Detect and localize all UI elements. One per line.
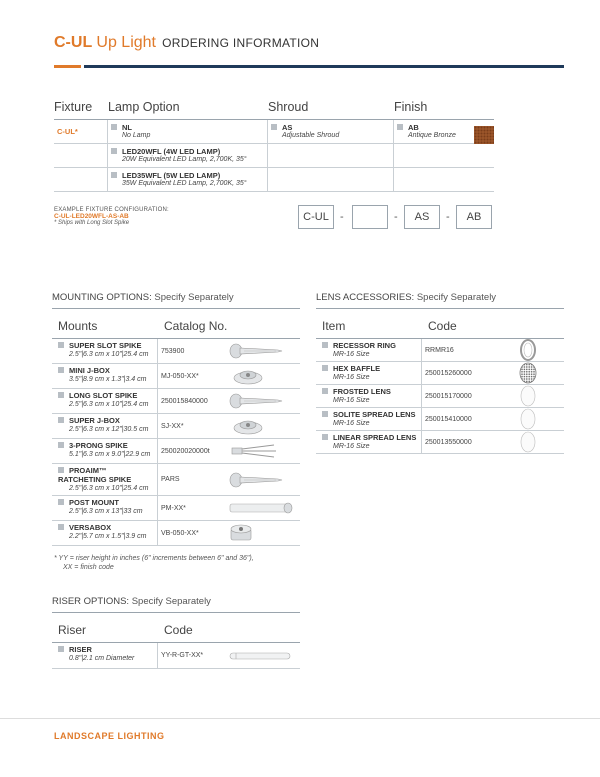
- checkbox-icon: [322, 342, 328, 348]
- antique-bronze-swatch: [474, 126, 494, 144]
- table-row: [52, 643, 300, 669]
- checkbox-icon: [322, 411, 328, 417]
- table-row: [52, 521, 300, 546]
- header-code: Code: [164, 623, 193, 637]
- lens-icon: [516, 385, 540, 407]
- product-name: HEX BAFFLE: [333, 364, 381, 373]
- product-dimensions: 2.5"|6.3 cm x 10"|25.4 cm: [69, 401, 149, 408]
- footer-divider: [0, 718, 600, 719]
- product-dimensions: MR-16 Size: [333, 420, 370, 427]
- table-row: [316, 362, 564, 385]
- finish-code: AB: [408, 123, 419, 132]
- page-header: [54, 34, 319, 52]
- section-title: RISER OPTIONS: Specify Separately: [52, 596, 300, 613]
- product-name: LINEAR SPREAD LENS: [333, 433, 417, 442]
- model-name: C-UL: [54, 34, 93, 51]
- checkbox-icon: [322, 434, 328, 440]
- checkbox-icon: [58, 499, 64, 505]
- header-mounts: Mounts: [58, 319, 98, 333]
- section-title: LENS ACCESSORIES: Specify Separately: [316, 292, 564, 309]
- product-dimensions: 2.5"|6.3 cm x 13"|33 cm: [69, 508, 143, 515]
- product-dimensions: MR-16 Size: [333, 374, 370, 381]
- footer-label: LANDSCAPE LIGHTING: [54, 731, 165, 741]
- product-dimensions: 2.5"|6.3 cm x 10"|25.4 cm: [69, 351, 149, 358]
- lamp-desc: 20W Equivalent LED Lamp, 2,700K, 35°: [122, 156, 247, 163]
- mounting-options-section: [52, 292, 300, 572]
- product-name: POST MOUNT: [69, 498, 119, 507]
- checkbox-icon: [58, 417, 64, 423]
- product-name: FROSTED LENS: [333, 387, 391, 396]
- config-dash: -: [340, 211, 344, 223]
- product-dimensions: 2.5"|6.3 cm x 12"|30.5 cm: [69, 426, 149, 433]
- product-name: RECESSOR RING: [333, 341, 396, 350]
- spike-icon: [228, 464, 284, 495]
- ordering-row: [54, 168, 494, 192]
- header-item: Item: [322, 319, 346, 333]
- shroud-desc: Adjustable Shroud: [282, 132, 340, 139]
- hex-baffle-icon: [516, 362, 540, 384]
- lens-icon: [516, 431, 540, 453]
- product-dimensions: 2.2"|5.7 cm x 1.5"|3.9 cm: [69, 533, 147, 540]
- product-name: SOLITE SPREAD LENS: [333, 410, 416, 419]
- catalog-number: RRMR16: [425, 346, 454, 354]
- mounting-table-header: [52, 319, 300, 339]
- lamp-desc: No Lamp: [122, 132, 151, 139]
- header-shroud: Shroud: [268, 100, 309, 114]
- ring-icon: [516, 339, 540, 361]
- catalog-number: 250015170000: [425, 392, 472, 400]
- checkbox-icon: [58, 442, 64, 448]
- catalog-number: PM-XX*: [161, 504, 186, 512]
- versabox-icon: [228, 521, 254, 545]
- checkbox-icon: [111, 172, 117, 178]
- shroud-code: AS: [282, 123, 293, 132]
- product-name: 3-PRONG SPIKE: [69, 441, 128, 450]
- lamp-code: LED35WFL (5W LED LAMP): [122, 171, 221, 180]
- ordering-table-header: [54, 100, 494, 120]
- table-row: [316, 339, 564, 362]
- riser-icon: [228, 643, 294, 668]
- catalog-number: MJ-050-XX*: [161, 372, 199, 380]
- catalog-number: 250015410000: [425, 415, 472, 423]
- ordering-table: [54, 100, 494, 192]
- riser-options-section: [52, 596, 300, 669]
- table-row: [52, 389, 300, 414]
- catalog-number: PARS: [161, 476, 180, 483]
- checkbox-icon: [58, 467, 64, 473]
- product-name: RISER: [69, 645, 92, 654]
- junction-box-icon: [228, 414, 268, 438]
- lamp-code: LED20WFL (4W LED LAMP): [122, 147, 221, 156]
- catalog-number: 753900: [161, 347, 185, 355]
- product-name: SUPER SLOT SPIKE: [69, 341, 142, 350]
- spike-icon: [228, 389, 284, 413]
- catalog-number: SJ-XX*: [161, 422, 184, 430]
- product-name: PROAIM™ RATCHETING SPIKE: [58, 466, 132, 484]
- finish-desc: Antique Bronze: [408, 132, 456, 139]
- config-box-finish: AB: [456, 205, 492, 229]
- checkbox-icon: [322, 388, 328, 394]
- checkbox-icon: [58, 646, 64, 652]
- table-row: [316, 408, 564, 431]
- table-row: [52, 364, 300, 389]
- header-riser: Riser: [58, 623, 87, 637]
- catalog-number: 250020020000t: [161, 447, 210, 455]
- checkbox-icon: [397, 124, 403, 130]
- catalog-number: 250015840000: [161, 397, 208, 405]
- table-row: [52, 339, 300, 364]
- checkbox-icon: [271, 124, 277, 130]
- model-subtitle: Up Light: [96, 34, 156, 51]
- checkbox-icon: [322, 365, 328, 371]
- product-dimensions: 5.1"|6.3 cm x 9.0"|22.9 cm: [69, 451, 151, 458]
- config-box-fixture: C-UL: [298, 205, 334, 229]
- table-row: [52, 414, 300, 439]
- checkbox-icon: [111, 148, 117, 154]
- table-row: [316, 431, 564, 454]
- lens-accessories-section: [316, 292, 564, 454]
- checkbox-icon: [58, 392, 64, 398]
- header-lamp-option: Lamp Option: [108, 100, 180, 114]
- spike-icon: [228, 339, 284, 363]
- checkbox-icon: [58, 342, 64, 348]
- example-note: * Ships with Long Slot Spike: [54, 220, 130, 226]
- table-row: [316, 385, 564, 408]
- header-finish: Finish: [394, 100, 428, 114]
- prong-spike-icon: [228, 439, 278, 463]
- lamp-code: NL: [122, 123, 132, 132]
- header-fixture: Fixture: [54, 100, 93, 114]
- junction-box-icon: [228, 364, 268, 388]
- catalog-number: 250013550000: [425, 438, 472, 446]
- table-row: [52, 464, 300, 496]
- example-configuration: [54, 207, 169, 226]
- config-box-lamp: [352, 205, 388, 229]
- riser-table-header: [52, 623, 300, 643]
- example-value: C-UL-LED20WFL-AS-AB: [54, 213, 129, 220]
- header-rule: [84, 65, 564, 68]
- product-name: LONG SLOT SPIKE: [69, 391, 138, 400]
- ordering-title: ORDERING INFORMATION: [162, 36, 320, 50]
- product-name: MINI J-BOX: [69, 366, 110, 375]
- product-dimensions: 2.5"|6.3 cm x 10"|25.4 cm: [69, 485, 149, 492]
- config-dash: -: [394, 211, 398, 223]
- checkbox-icon: [111, 124, 117, 130]
- ordering-row: [54, 144, 494, 168]
- header-code: Code: [428, 319, 457, 333]
- catalog-number: 250015260000: [425, 369, 472, 377]
- product-name: SUPER J-BOX: [69, 416, 120, 425]
- table-row: [52, 439, 300, 464]
- product-dimensions: MR-16 Size: [333, 351, 370, 358]
- product-dimensions: 0.8"|2.1 cm Diameter: [69, 655, 135, 662]
- header-rule-accent: [54, 65, 81, 68]
- lamp-desc: 35W Equivalent LED Lamp, 2,700K, 35°: [122, 180, 247, 187]
- ordering-row: [54, 120, 494, 144]
- catalog-number: YY-R-GT-XX*: [161, 652, 204, 659]
- checkbox-icon: [58, 367, 64, 373]
- product-dimensions: MR-16 Size: [333, 397, 370, 404]
- header-catalog: Catalog No.: [164, 319, 228, 333]
- product-name: VERSABOX: [69, 523, 112, 532]
- config-dash: -: [446, 211, 450, 223]
- product-dimensions: 3.5"|8.9 cm x 1.3"|3.4 cm: [69, 376, 147, 383]
- post-mount-icon: [228, 496, 294, 520]
- fixture-code: C-UL*: [57, 127, 78, 136]
- catalog-number: VB-050-XX*: [161, 529, 199, 537]
- example-label: EXAMPLE FIXTURE CONFIGURATION:: [54, 207, 169, 213]
- section-title: MOUNTING OPTIONS: Specify Separately: [52, 292, 300, 309]
- config-box-shroud: AS: [404, 205, 440, 229]
- lens-table-header: [316, 319, 564, 339]
- lens-icon: [516, 408, 540, 430]
- table-row: [52, 496, 300, 521]
- mounting-note: * YY = riser height in inches (6" increments between 6" and 36"), XX = finish code: [54, 555, 254, 571]
- product-dimensions: MR-16 Size: [333, 443, 370, 450]
- checkbox-icon: [58, 524, 64, 530]
